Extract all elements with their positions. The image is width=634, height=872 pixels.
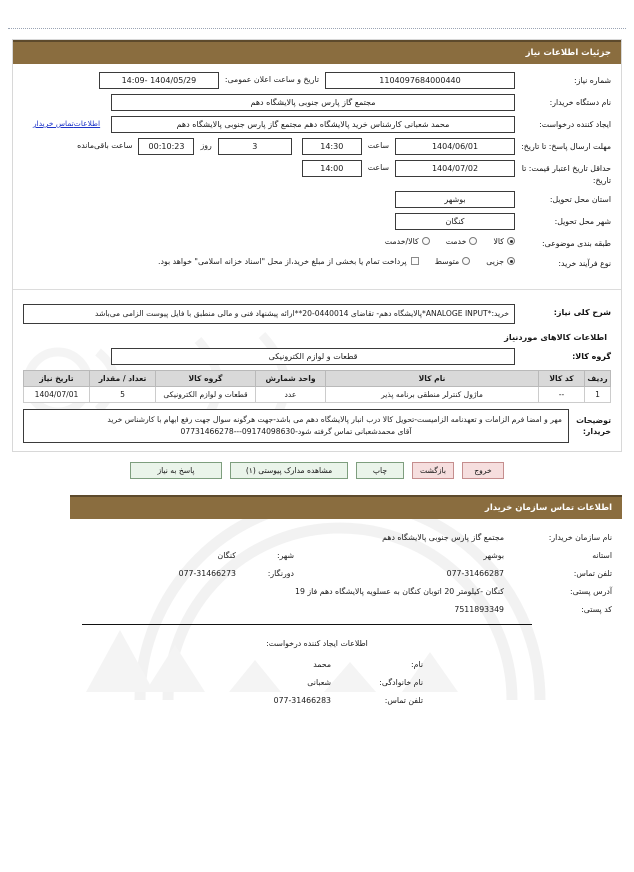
process-option-jozei[interactable]: [486, 257, 515, 266]
deadline-time-field[interactable]: 14:30: [302, 138, 362, 155]
deadline-label: مهلت ارسال پاسخ: تا تاریخ:: [521, 142, 611, 151]
row-goods-group: [23, 348, 611, 365]
category-option-kala-khedmat-label: کالا/خدمت: [384, 237, 419, 247]
buyer-org-label: نام دستگاه خریدار:: [549, 98, 611, 107]
cell-radif: 1: [585, 386, 611, 402]
back-button[interactable]: بازگشت: [412, 462, 454, 479]
goods-table: [23, 370, 611, 403]
category-option-khedmat[interactable]: [446, 237, 478, 246]
row-province: [23, 191, 611, 208]
category-option-kala-label: کالا: [493, 237, 504, 247]
need-number-field[interactable]: 1104097684000440: [325, 72, 515, 89]
category-option-kala[interactable]: [493, 237, 515, 246]
process-option-motevaset-label: متوسط: [434, 257, 460, 267]
process-options: [142, 255, 515, 266]
deadline-date-field[interactable]: 1404/06/01: [395, 138, 515, 155]
contact-org-label: نام سازمان خریدار:: [548, 532, 612, 542]
contact-buyer-link[interactable]: تماس خریدار: [33, 119, 74, 128]
radio-icon-kala-khedmat[interactable]: [422, 237, 430, 245]
creator-field[interactable]: محمد شعبانی کارشناس خرید پالایشگاه دهم مجتمع گاز پارس جنوبی پالایشگاه دهم: [111, 116, 515, 133]
process-option-jozei-label: جزیی: [486, 257, 504, 267]
creator-label: ایجاد کننده درخواست:: [539, 120, 611, 129]
cell-qty: 5: [90, 386, 156, 402]
goods-group-label: گروه کالا:: [572, 351, 611, 361]
keyword-description-field[interactable]: خرید:*ANALOGE INPUT*پالایشگاه دهم- تقاضای 0440014-20**ارائه پیشنهاد فنی و مالی منطبق با فایل پیوست الزامی می‌باشد: [23, 304, 515, 324]
need-details-card: [12, 39, 622, 452]
province-field[interactable]: بوشهر: [395, 191, 515, 208]
city-label: شهر محل تحویل:: [554, 217, 611, 227]
col-qty: تعداد / مقدار: [90, 370, 156, 386]
row-contact-phone-fax: [22, 569, 612, 578]
goods-group-field[interactable]: قطعات و لوازم الکترونیکی: [111, 348, 515, 365]
contact-phone-value: 077-31466287: [446, 568, 504, 578]
buyer-org-field[interactable]: مجتمع گاز پارس جنوبی پالایشگاه دهم: [111, 94, 515, 111]
col-name: نام کالا: [326, 370, 539, 386]
table-row[interactable]: [24, 386, 611, 402]
need-number-label: شماره نیاز:: [573, 76, 611, 85]
action-button-row: [0, 462, 634, 479]
contact-fax-label: دورنگار:: [267, 568, 294, 578]
col-radif: ردیف: [585, 370, 611, 386]
process-option-motevaset[interactable]: [435, 257, 471, 266]
row-creator-phone: [22, 696, 612, 705]
countdown-field[interactable]: 00:10:23: [138, 138, 194, 155]
contact-postal-value: 7511893349: [454, 604, 504, 614]
contact-org-value: مجتمع گاز پارس جنوبی پالایشگاه دهم: [382, 532, 504, 542]
cell-name: ماژول کنترلر منطقی برنامه پذیر: [326, 386, 539, 402]
cell-need-date: 1404/07/01: [24, 386, 90, 402]
validity-time-field[interactable]: 14:00: [302, 160, 362, 177]
row-keyword: [23, 304, 611, 324]
row-contact-address: [22, 587, 612, 596]
col-group: گروه کالا: [156, 370, 256, 386]
creator-phone-value: 077-31466283: [273, 695, 331, 705]
contact-city-label: شهر:: [276, 550, 294, 560]
buyer-notes-line1: مهر و امضا فرم الزامات و تعهدنامه الزامیست-تحویل کالا درب انبار پالایشگاه دهم می باشد-جهت هرگونه سوال جهت رفع ابهام با کارشناس خرید: [107, 414, 562, 424]
buyer-notes-box[interactable]: [23, 409, 569, 443]
category-option-khedmat-label: خدمت: [445, 237, 467, 247]
row-category: [23, 235, 611, 250]
contact-province-label: استانه: [592, 550, 612, 560]
creator-links-group: [33, 119, 100, 128]
contact-postal-label: کد پستی:: [581, 604, 612, 614]
print-button[interactable]: چاپ: [356, 462, 404, 479]
col-code: کد کالا: [539, 370, 585, 386]
cell-unit: عدد: [256, 386, 326, 402]
radio-icon-khedmat[interactable]: [469, 237, 477, 245]
goods-table-header-row: [24, 370, 611, 386]
radio-icon-motevaset[interactable]: [462, 257, 470, 265]
row-need-number: [23, 72, 611, 89]
keyword-section: [13, 296, 621, 451]
radio-icon-kala[interactable]: [507, 237, 515, 245]
checkbox-icon-treasury[interactable]: [411, 257, 419, 265]
radio-icon-jozei[interactable]: [507, 257, 515, 265]
row-deadline: [23, 138, 611, 155]
need-details-header: جزئیات اطلاعات نیاز: [13, 40, 621, 64]
buyer-notes-line2: آقای محمدشعبانی تماس گرفته شود-09174098630---07731466278: [180, 426, 412, 436]
row-process: [23, 255, 611, 270]
creator-firstname-value: محمد: [313, 659, 331, 669]
creator-lastname-value: شعبانی: [307, 677, 331, 687]
creator-lastname-label: نام خانوادگی:: [379, 677, 423, 687]
col-unit: واحد شمارش: [256, 370, 326, 386]
treasury-checkbox-option[interactable]: [158, 257, 419, 266]
creator-phone-label: تلفن تماس:: [384, 695, 423, 705]
remaining-days-field[interactable]: 3: [218, 138, 292, 155]
row-creator-lastname: [22, 678, 612, 687]
contact-address-label: آدرس پستی:: [569, 586, 612, 596]
buyer-notes-label: توضیحات خریدار:: [576, 415, 611, 437]
goods-section-title: اطلاعات کالاهای موردنیاز: [504, 331, 607, 342]
category-options: [369, 235, 515, 246]
contact-divider: [82, 624, 532, 625]
row-contact-org: [22, 533, 612, 542]
announce-label: تاریخ و ساعت اعلان عمومی:: [224, 75, 319, 84]
top-dotted-divider: [8, 28, 626, 29]
top-spacer: [0, 0, 634, 28]
creator-firstname-label: نام:: [411, 659, 423, 669]
contact-province-value: بوشهر: [483, 550, 504, 560]
treasury-checkbox-label: پرداخت تمام یا بخشی از مبلغ خرید،از محل "اسناد خزانه اسلامی" خواهد بود.: [158, 257, 407, 267]
announce-datetime-field[interactable]: 1404/05/29 -14:09: [99, 72, 219, 89]
countdown-label: ساعت باقی‌مانده: [77, 141, 133, 150]
row-buyer-org: [23, 94, 611, 111]
validity-date-field[interactable]: 1404/07/02: [395, 160, 515, 177]
deadline-hour-label: ساعت: [367, 141, 389, 150]
process-label: نوع فرآیند خرید:: [558, 259, 611, 269]
section-divider-1: [13, 289, 621, 290]
category-option-kala-khedmat[interactable]: [385, 237, 430, 246]
contact-fax-value: 077-31466273: [178, 568, 236, 578]
province-label: استان محل تحویل:: [549, 195, 611, 205]
cell-group: قطعات و لوازم الکترونیکی: [156, 386, 256, 402]
contact-section: [12, 495, 622, 519]
validity-label: حداقل تاریخ اعتبار قیمت: تا تاریخ:: [521, 164, 611, 185]
keyword-label: شرح کلی نیاز:: [553, 307, 611, 317]
creator-info-title: اطلاعات ایجاد کننده درخواست:: [266, 638, 368, 648]
contact-section-header: اطلاعات تماس سازمان خریدار: [70, 495, 622, 519]
row-creator-firstname: [22, 660, 612, 669]
row-city: [23, 213, 611, 230]
contact-phone-label: تلفن تماس:: [573, 568, 612, 578]
row-creator: [23, 116, 611, 133]
view-attachments-button[interactable]: مشاهده مدارک پیوستی (۱): [230, 462, 348, 479]
category-label: طبقه بندی موضوعی:: [542, 239, 611, 249]
need-details-body: [13, 64, 621, 283]
contact-section-body: [12, 519, 622, 718]
row-contact-province-city: [22, 551, 612, 560]
contact-city-value: کنگان: [217, 550, 236, 560]
cell-code: --: [539, 386, 585, 402]
row-buyer-notes: [23, 409, 611, 443]
row-contact-postal: [22, 605, 612, 614]
days-label: روز: [200, 141, 212, 150]
validity-hour-label: ساعت: [367, 163, 389, 172]
respond-to-need-button[interactable]: پاسخ به نیاز: [130, 462, 222, 479]
col-need-date: تاریخ نیاز: [24, 370, 90, 386]
row-validity: [23, 160, 611, 186]
contact-address-value: کنگان -کیلومتر 20 اتوبان کنگان به عسلویه پالایشگاه دهم فاز 19: [295, 586, 504, 596]
creator-info-link[interactable]: اطلاعات: [73, 119, 101, 128]
exit-button[interactable]: خروج: [462, 462, 504, 479]
city-field[interactable]: کنگان: [395, 213, 515, 230]
